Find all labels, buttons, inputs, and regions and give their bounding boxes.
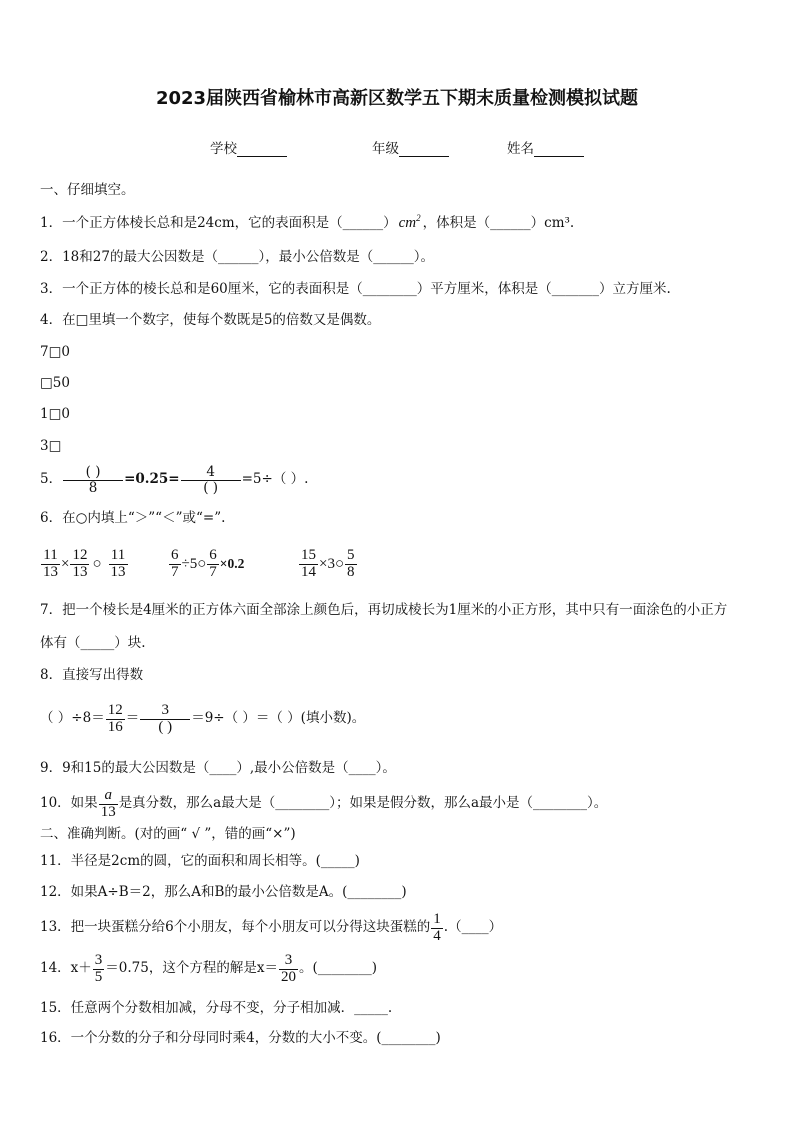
q6-expr-a: [40, 546, 129, 582]
q8-end: ＝9÷（ ）＝（ ）(填小数)。: [191, 710, 366, 727]
q14-text-b: ＝0.75，这个方程的解是x＝: [105, 960, 278, 977]
q13-text-b: .（____）: [443, 919, 503, 936]
q13-fraction: [431, 912, 443, 945]
school-blank[interactable]: [237, 144, 287, 157]
question-7-line-1: 7．把一个棱长是4厘米的正方体六面全部涂上颜色后，再切成棱长为1厘米的小正方形，其中只有一面涂色的小正方: [40, 602, 728, 618]
question-9: 9．9和15的最大公因数是（____）,最小公倍数是（____）。: [40, 760, 396, 776]
q5-f1-denominator: 8: [88, 479, 98, 496]
q5-fraction-2: [181, 465, 241, 494]
q6b-mid[interactable]: ÷5○: [181, 555, 207, 572]
q6a-n1: 11: [41, 548, 60, 565]
q14-f1n: 3: [94, 951, 103, 968]
q1-text-a: 1．一个正方体棱长总和是24cm，它的表面积是（______）: [40, 215, 397, 231]
q14-f2d: 20: [280, 968, 296, 985]
q6b-frac-1: [169, 548, 181, 581]
q4-item-1: 7□0: [40, 344, 70, 360]
name-field: [507, 143, 584, 157]
q4-item-4: 3□: [40, 438, 62, 454]
question-4: 4．在□里填一个数字，使每个数既是5的倍数又是偶数。: [40, 312, 381, 328]
q6a-frac-2: [70, 548, 89, 581]
q8-frac-2: [140, 703, 190, 736]
question-11: 11．半径是2cm的圆，它的面积和周长相等。(_____): [40, 853, 360, 869]
q8-frac-1: [106, 703, 125, 736]
q10-text-a: 10．如果: [40, 795, 98, 812]
q8-f2n: 3: [140, 703, 190, 720]
question-3: 3．一个正方体的棱长总和是60厘米，它的表面积是（________）平方厘米，体积是（_______）立方厘米.: [40, 281, 671, 297]
q6c-n2: 5: [347, 546, 355, 563]
q14-fraction-2: [279, 953, 298, 986]
grade-field: [372, 143, 449, 157]
question-15: 15．任意两个分数相加减，分母不变，分子相加减．_____.: [40, 1000, 393, 1016]
q14-fraction-1: [93, 953, 105, 986]
q6c-d2: 8: [347, 563, 355, 580]
grade-label: 年级: [372, 141, 399, 157]
question-13: [40, 910, 502, 946]
q14-f1d: 5: [94, 968, 103, 985]
q6c-frac-2: [345, 548, 357, 581]
question-8: 8．直接写出得数: [40, 667, 144, 683]
q6b-d1: 7: [171, 563, 179, 580]
q6-expr-c: [298, 546, 358, 582]
q14-f2n: 3: [279, 953, 298, 970]
question-7-line-2: 体有（_____）块.: [40, 635, 146, 651]
q10-fraction: [99, 788, 118, 821]
q4-item-2: □50: [40, 375, 70, 391]
q6-expr-b: [168, 546, 244, 582]
q5-number: 5．: [40, 471, 63, 488]
q8-f2d[interactable]: ( ): [158, 718, 173, 735]
section-2-heading: 二、准确判断。(对的画“ √ ”，错的画“×”): [40, 826, 296, 842]
q10-fd: 13: [100, 803, 116, 820]
q6a-circle[interactable]: ○: [92, 555, 102, 572]
q5-f2-numerator: 4: [181, 465, 241, 480]
q6b-frac-2: [207, 548, 219, 581]
q4-item-3: 1□0: [40, 406, 70, 422]
question-5: [40, 462, 308, 498]
q6b-n1: 6: [171, 546, 179, 563]
q6b-end: ×0.2: [219, 556, 245, 572]
school-label: 学校: [210, 141, 237, 157]
name-blank[interactable]: [534, 144, 584, 157]
question-12: 12．如果A÷B＝2，那么A和B的最小公倍数是A。(________): [40, 884, 407, 900]
grade-blank[interactable]: [399, 144, 449, 157]
q6a-d2: 13: [72, 563, 88, 580]
q6c-frac-1: [299, 548, 318, 581]
section-1-heading: 一、仔细填空。: [40, 182, 135, 198]
question-6: 6．在○内填上“＞”“＜”或“=”.: [40, 510, 226, 526]
name-label: 姓名: [507, 141, 534, 157]
question-10: [40, 786, 607, 822]
q8-start[interactable]: （ ）÷8＝: [40, 710, 105, 727]
q6b-n2: 6: [209, 546, 217, 563]
q1-unit-text: cm: [398, 215, 417, 231]
q6b-d2: 7: [209, 563, 217, 580]
q6a-n3: 11: [109, 548, 128, 565]
q5-end: =5÷（ ）.: [241, 471, 309, 488]
q8-f1n: 12: [107, 701, 123, 718]
q5-f1-numerator[interactable]: ( ): [63, 465, 123, 480]
question-16: 16．一个分数的分子和分母同时乘4，分数的大小不变。(________): [40, 1030, 441, 1046]
q13-fd: 4: [433, 927, 441, 944]
q13-text-a: 13．把一块蛋糕分给6个小朋友，每个小朋友可以分得这块蛋糕的: [40, 919, 431, 936]
q6c-d1: 14: [301, 563, 316, 580]
q6a-d3: 13: [110, 563, 126, 580]
question-1: [40, 214, 574, 231]
q13-fn: 1: [433, 910, 441, 927]
q6a-n2: 12: [72, 546, 88, 563]
q5-mid: =0.25=: [124, 471, 180, 488]
question-14: [40, 951, 377, 987]
q6a-d1: 13: [43, 563, 58, 580]
q6c-mid[interactable]: ×3○: [319, 555, 345, 572]
q8-eq: ＝: [125, 710, 140, 727]
q10-fn: a: [99, 788, 118, 805]
q1-unit: [399, 215, 421, 231]
q10-text-b: 是真分数，那么a最大是（________）；如果是假分数，那么a最小是（________）。: [118, 795, 608, 812]
q14-text-a: 14．x＋: [40, 960, 92, 977]
q1-unit-exp: 2: [416, 213, 421, 223]
question-2: 2．18和27的最大公因数是（______），最小公倍数是（______）。: [40, 249, 434, 265]
q6c-n1: 15: [301, 546, 316, 563]
q5-f2-denominator[interactable]: ( ): [203, 479, 219, 496]
q6a-frac-1: [41, 548, 60, 581]
q8-expression: [40, 700, 365, 738]
page-title: 2023届陕西省榆林市高新区数学五下期末质量检测模拟试题: [155, 88, 639, 109]
q1-text-b: ，体积是（______）cm³.: [422, 215, 575, 231]
q5-fraction-1: [63, 465, 123, 494]
q8-f1d: 16: [107, 718, 123, 735]
school-field: [210, 143, 287, 157]
q6a-frac-3: [109, 548, 128, 581]
q14-text-c: 。(________): [298, 960, 378, 977]
q6a-op: ×: [61, 555, 70, 572]
